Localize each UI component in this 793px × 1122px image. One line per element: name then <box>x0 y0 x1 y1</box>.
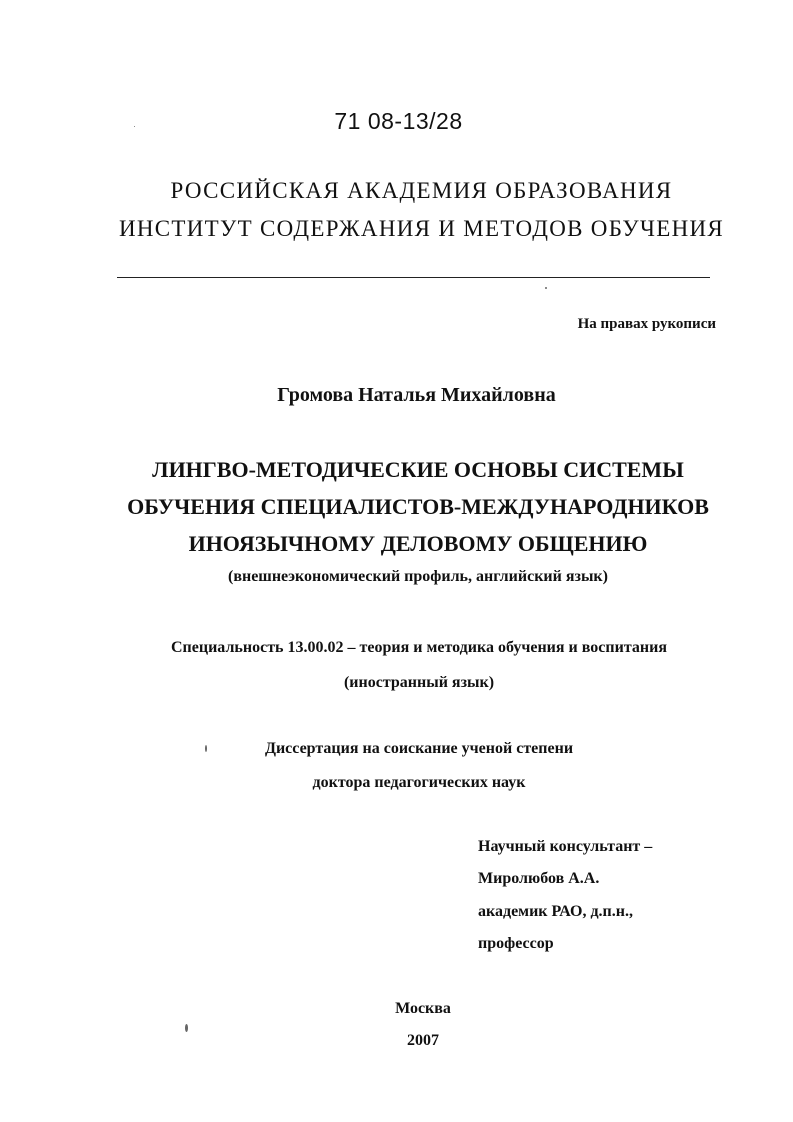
specialty-line-1: Специальность 13.00.02 – теория и методика обучения и воспитания <box>170 639 667 656</box>
dissertation-title-line-2: ОБУЧЕНИЯ СПЕЦИАЛИСТОВ-МЕЖДУНАРОДНИКОВ <box>127 494 709 519</box>
consultant-degree: академик РАО, д.п.н., <box>478 903 633 920</box>
scan-speck <box>545 287 547 289</box>
dissertation-profile: (внешнеэкономический профиль, английский язык) <box>228 568 608 585</box>
scan-speck <box>134 126 135 127</box>
year: 2007 <box>407 1032 439 1049</box>
archive-code: 71 08-13/28 <box>334 108 463 134</box>
consultant-label: Научный консультант – <box>478 838 653 855</box>
consultant-name: Миролюбов А.А. <box>478 870 600 887</box>
dissertation-title-line-3: ИНОЯЗЫЧНОМУ ДЕЛОВОМУ ОБЩЕНИЮ <box>188 531 648 556</box>
author-name: Громова Наталья Михайловна <box>277 384 556 406</box>
organization-name: РОССИЙСКАЯ АКАДЕМИЯ ОБРАЗОВАНИЯ <box>170 178 673 203</box>
degree-line-2: доктора педагогических наук <box>312 774 526 791</box>
institute-name: ИНСТИТУТ СОДЕРЖАНИЯ И МЕТОДОВ ОБУЧЕНИЯ <box>118 216 725 241</box>
degree-line-1: Диссертация на соискание ученой степени <box>264 740 574 757</box>
dissertation-title-line-1: ЛИНГВО-МЕТОДИЧЕСКИЕ ОСНОВЫ СИСТЕМЫ <box>152 457 684 482</box>
scan-speck <box>205 745 207 752</box>
manuscript-rights-note: На правах рукописи <box>577 316 716 332</box>
scan-speck <box>185 1024 188 1032</box>
city: Москва <box>395 1000 451 1017</box>
consultant-title: профессор <box>478 935 554 952</box>
specialty-line-2: (иностранный язык) <box>343 674 495 691</box>
header-divider <box>117 277 710 278</box>
